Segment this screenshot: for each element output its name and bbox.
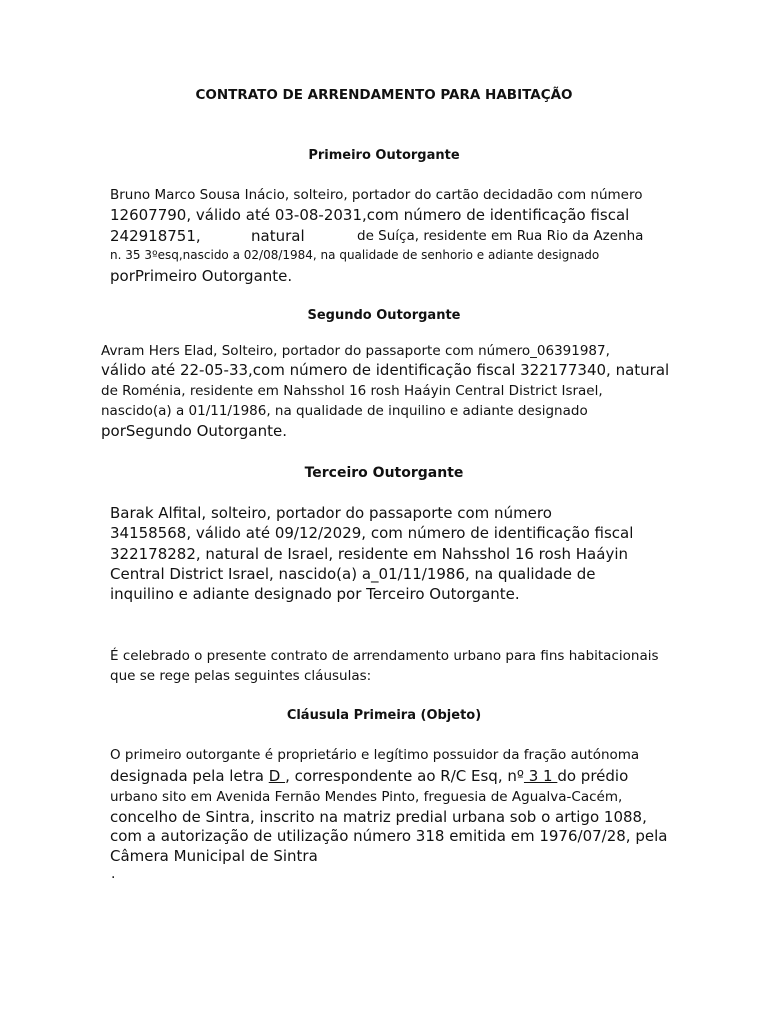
clause-one-heading: Cláusula Primeira (Objeto) [286, 708, 482, 723]
paragraph-line: nascido(a) a 01/11/1986, na qualidade de inquilino e adiante designado [101, 403, 588, 419]
paragraph-line: concelho de Sintra, inscrito na matriz predial urbana sob o artigo 1088, [110, 808, 647, 826]
paragraph-line: de Roménia, residente em Nahsshol 16 rosh Haáyin Central District Israel, [101, 383, 603, 399]
paragraph-line: urbano sito em Avenida Fernão Mendes Pinto, freguesia de Agualva-Cacém, [110, 789, 623, 805]
paragraph-line: Bruno Marco Sousa Inácio, solteiro, portador do cartão decidadão com número [110, 187, 643, 203]
document-title: CONTRATO DE ARRENDAMENTO PARA HABITAÇÃO [195, 87, 573, 103]
paragraph-line: válido até 22-05-33,com número de identificação fiscal 322177340, natural [101, 361, 670, 379]
trailing-period: . [111, 866, 116, 882]
building-number-field: 3 1 [523, 767, 558, 785]
paragraph-line: Câmera Municipal de Sintra [110, 847, 318, 865]
paragraph-line: inquilino e adiante designado por Terceiro Outorgante. [110, 585, 520, 603]
second-party-heading: Segundo Outorgante [307, 308, 461, 323]
text-run: designada pela letra [110, 767, 264, 785]
paragraph-line: porPrimeiro Outorgante. [110, 267, 293, 285]
unit-letter-field: D [268, 767, 286, 785]
paragraph-line: n. 35 3ºesq,nascido a 02/08/1984, na qualidade de senhorio e adiante designado [110, 248, 600, 262]
paragraph-line: natural [251, 227, 305, 245]
paragraph-line: 322178282, natural de Israel, residente em Nahsshol 16 rosh Haáyin [110, 545, 628, 563]
paragraph-line: O primeiro outorgante é proprietário e legítimo possuidor da fração autónoma [110, 747, 640, 763]
paragraph-line: com a autorização de utilização número 318 emitida em 1976/07/28, pela [110, 827, 668, 845]
paragraph-line [110, 767, 628, 785]
paragraph-line: 12607790, válido até 03-08-2031,com número de identificação fiscal [110, 206, 630, 224]
paragraph-line: de Suíça, residente em Rua Rio da Azenha [357, 228, 644, 244]
paragraph-line: 34158568, válido até 09/12/2029, com número de identificação fiscal [110, 524, 634, 542]
text-run: , correspondente ao R/C Esq, nº [285, 767, 524, 785]
paragraph-line: Central District Israel, nascido(a) a_01/11/1986, na qualidade de [110, 565, 596, 583]
paragraph-line: Avram Hers Elad, Solteiro, portador do passaporte com número_06391987, [101, 343, 610, 359]
paragraph-line: porSegundo Outorgante. [101, 422, 287, 440]
paragraph-line: É celebrado o presente contrato de arrendamento urbano para fins habitacionais [110, 648, 659, 664]
paragraph-line: 242918751, [110, 227, 201, 245]
third-party-heading: Terceiro Outorgante [304, 465, 464, 481]
paragraph-line: Barak Alfital, solteiro, portador do passaporte com número [110, 504, 552, 522]
first-party-heading: Primeiro Outorgante [308, 148, 460, 163]
paragraph-line: que se rege pelas seguintes cláusulas: [110, 668, 372, 684]
text-run: do prédio [557, 767, 629, 785]
